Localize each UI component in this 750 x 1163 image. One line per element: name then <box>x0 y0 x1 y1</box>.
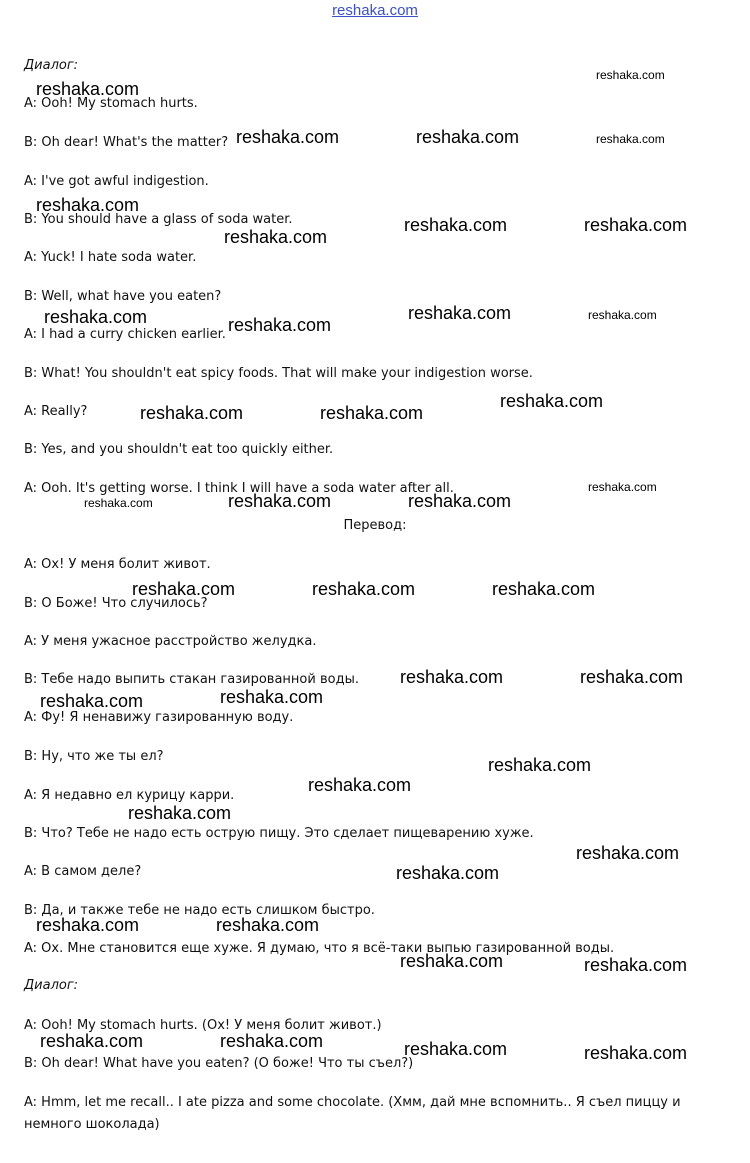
dialog-heading: Диалог: <box>24 58 79 73</box>
dialog-line: B: Oh dear! What's the matter? <box>24 135 229 150</box>
watermark: reshaka.com <box>84 496 153 510</box>
translation-line: A: В самом деле? <box>24 864 142 879</box>
watermark: reshaka.com <box>308 775 412 795</box>
translation-line: A: Фу! Я ненавижу газированную воду. <box>24 710 294 725</box>
dialog-line: A: Ooh! My stomach hurts. (Ох! У меня болит живот.) <box>24 1018 382 1033</box>
watermark: reshaka.com <box>400 667 504 687</box>
watermark: reshaka.com <box>408 303 512 323</box>
dialog-line: A: Hmm, let me recall.. I ate pizza and some chocolate. (Хмм, дай мне вспомнить.. Я съел пиццу и немного шоколада) <box>24 1095 681 1132</box>
dialog-line: A: I've got awful indigestion. <box>24 174 209 189</box>
dialog-line: B: Yes, and you shouldn't eat too quickly either. <box>24 442 334 457</box>
watermark: reshaka.com <box>36 79 140 99</box>
dialog-heading: Диалог: <box>24 978 79 993</box>
watermark: reshaka.com <box>404 1039 508 1059</box>
translation-line: B: О Боже! Что случилось? <box>24 596 208 611</box>
watermark: reshaka.com <box>220 1031 324 1051</box>
watermark: reshaka.com <box>132 579 236 599</box>
watermark: reshaka.com <box>320 403 424 423</box>
watermark: reshaka.com <box>588 308 657 322</box>
watermark: reshaka.com <box>40 691 144 711</box>
watermark: reshaka.com <box>404 215 508 235</box>
translation-line: A: Ох. Мне становится еще хуже. Я думаю, что я всё-таки выпью газированной воды. <box>24 941 615 956</box>
dialog-line: A: Ooh! My stomach hurts. <box>24 96 198 111</box>
dialog-line: B: What! You shouldn't eat spicy foods. That will make your indigestion worse. <box>24 366 533 381</box>
translation-line: B: Ну, что же ты ел? <box>24 749 164 764</box>
translation-line: B: Что? Тебе не надо есть острую пищу. Это сделает пищеварению хуже. <box>24 826 534 841</box>
watermark: reshaka.com <box>140 403 244 423</box>
watermark: reshaka.com <box>396 863 500 883</box>
translation-line: A: У меня ужасное расстройство желудка. <box>24 634 317 649</box>
watermark: reshaka.com <box>220 687 324 707</box>
translation-line: B: Да, и также тебе не надо есть слишком быстро. <box>24 903 375 918</box>
site-header-link[interactable]: reshaka.com <box>332 2 418 19</box>
translation-line: A: Ох! У меня болит живот. <box>24 557 211 572</box>
watermark: reshaka.com <box>596 68 665 82</box>
watermark: reshaka.com <box>236 127 340 147</box>
watermark: reshaka.com <box>216 915 320 935</box>
dialog-line: B: Well, what have you eaten? <box>24 289 222 304</box>
translation-line: B: Тебе надо выпить стакан газированной воды. <box>24 672 359 687</box>
dialog-line: A: I had a curry chicken earlier. <box>24 327 226 342</box>
watermark: reshaka.com <box>408 491 512 511</box>
watermark: reshaka.com <box>416 127 520 147</box>
watermark: reshaka.com <box>44 307 148 327</box>
translation-line: A: Я недавно ел курицу карри. <box>24 788 235 803</box>
watermark: reshaka.com <box>500 391 604 411</box>
dialog-line: A: Ooh. It's getting worse. I think I will have a soda water after all. <box>24 481 454 496</box>
watermark: reshaka.com <box>492 579 596 599</box>
watermark: reshaka.com <box>596 132 665 146</box>
watermark: reshaka.com <box>576 843 680 863</box>
dialog-line: B: You should have a glass of soda water. <box>24 212 293 227</box>
watermark: reshaka.com <box>36 195 140 215</box>
watermark: reshaka.com <box>400 951 504 971</box>
dialog-line: B: Oh dear! What have you eaten? (О боже! Что ты съел?) <box>24 1056 414 1071</box>
watermark: reshaka.com <box>228 315 332 335</box>
watermark: reshaka.com <box>312 579 416 599</box>
watermark: reshaka.com <box>228 491 332 511</box>
dialog-line: A: Yuck! I hate soda water. <box>24 250 197 265</box>
watermark: reshaka.com <box>584 215 688 235</box>
watermark: reshaka.com <box>36 915 140 935</box>
watermark: reshaka.com <box>128 803 232 823</box>
watermark: reshaka.com <box>40 1031 144 1051</box>
translation-heading: Перевод: <box>343 518 407 533</box>
watermark: reshaka.com <box>584 1043 688 1063</box>
dialog-line: A: Really? <box>24 404 88 419</box>
watermark: reshaka.com <box>488 755 592 775</box>
watermark: reshaka.com <box>580 667 684 687</box>
watermark: reshaka.com <box>224 227 328 247</box>
watermark: reshaka.com <box>584 955 688 975</box>
watermark: reshaka.com <box>588 480 657 494</box>
